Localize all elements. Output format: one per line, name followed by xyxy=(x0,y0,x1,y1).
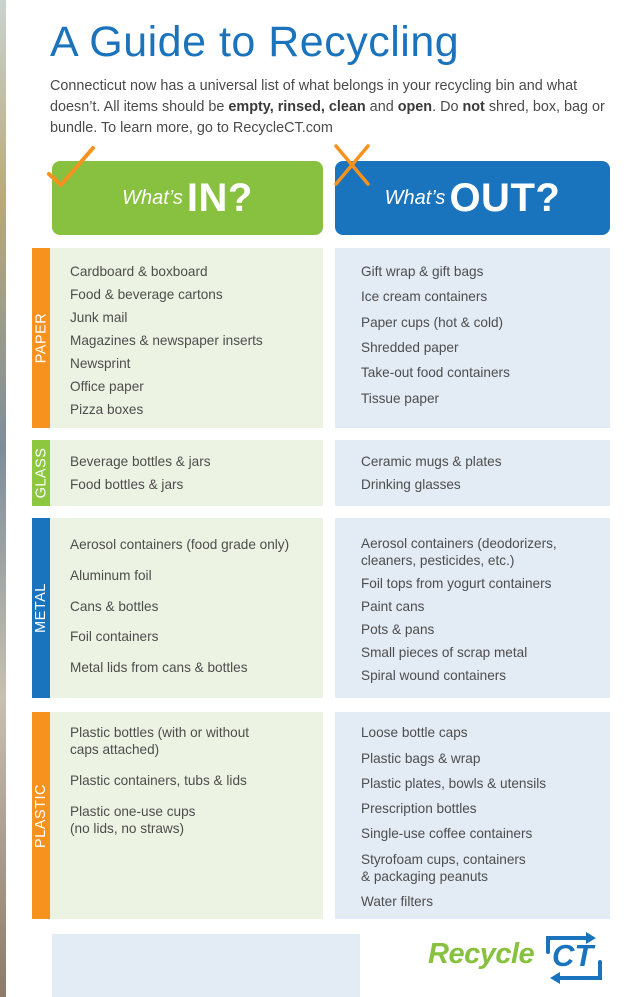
logo-wordmark: Recycle xyxy=(428,938,535,970)
paper-in-panel xyxy=(50,248,323,428)
list-item: Newsprint xyxy=(70,356,131,371)
glass-out-panel xyxy=(335,440,610,506)
list-item: Pizza boxes xyxy=(70,402,144,417)
recyclect-logo xyxy=(428,930,608,986)
list-item: caps attached) xyxy=(70,742,160,757)
intro-paragraph xyxy=(50,76,610,139)
intro-bold-3: not xyxy=(462,99,485,115)
page-title: A Guide to Recycling xyxy=(50,18,460,66)
list-item: Prescription bottles xyxy=(361,801,477,816)
list-item: Water filters xyxy=(361,894,434,909)
list-item: Drinking glasses xyxy=(361,477,461,492)
list-item: & packaging peanuts xyxy=(361,869,488,884)
list-item: Aerosol containers (deodorizers, xyxy=(361,536,557,551)
list-item: Paper cups (hot & cold) xyxy=(361,315,504,330)
list-item: Plastic containers, tubs & lids xyxy=(70,773,247,788)
list-item: (no lids, no straws) xyxy=(70,821,185,836)
whats-in-small-label: What’s xyxy=(122,186,183,209)
list-item: Aerosol containers (food grade only) xyxy=(70,537,290,552)
list-item: Pots & pans xyxy=(361,622,435,637)
list-item: Loose bottle caps xyxy=(361,725,468,740)
list-item: Single-use coffee containers xyxy=(361,826,533,841)
plastic-in-panel xyxy=(50,712,323,919)
list-item: Cardboard & boxboard xyxy=(70,264,208,279)
list-item: Office paper xyxy=(70,379,144,394)
list-item: Small pieces of scrap metal xyxy=(361,645,528,660)
list-item: Take-out food containers xyxy=(361,365,510,380)
whats-out-small-label: What’s xyxy=(384,186,446,209)
list-item: Magazines & newspaper inserts xyxy=(70,333,263,348)
paper-section-bar xyxy=(32,248,50,428)
glass-in-panel xyxy=(50,440,323,506)
list-item: Junk mail xyxy=(70,310,128,325)
intro-text-4: shred, box, bag or bundle. To learn more, go to RecycleCT.com xyxy=(50,99,605,136)
x-mark-icon xyxy=(332,142,372,188)
glass-section-bar xyxy=(32,440,50,506)
whats-out-big-label: OUT? xyxy=(449,175,561,220)
list-item: Foil tops from yogurt containers xyxy=(361,576,552,591)
list-item: Foil containers xyxy=(70,629,159,644)
whats-out-header xyxy=(335,161,610,235)
list-item: Spiral wound containers xyxy=(361,668,507,683)
paper-section-label: PAPER xyxy=(33,312,49,364)
glass-section-label: GLASS xyxy=(33,447,50,499)
metal-out-panel xyxy=(335,518,610,698)
paper-out-panel xyxy=(335,248,610,428)
whats-in-big-label: IN? xyxy=(186,175,253,220)
plastic-section-label: PLASTIC xyxy=(33,783,49,848)
list-item: Shredded paper xyxy=(361,340,459,355)
intro-text-2: and xyxy=(365,99,398,115)
list-item: Metal lids from cans & bottles xyxy=(70,660,248,675)
list-item: Plastic bags & wrap xyxy=(361,751,481,766)
list-item: Plastic one-use cups xyxy=(70,804,196,819)
list-item: Beverage bottles & jars xyxy=(70,454,211,469)
plastic-section-bar xyxy=(32,712,50,919)
list-item: Food bottles & jars xyxy=(70,477,184,492)
list-item: Plastic bottles (with or without xyxy=(70,725,250,740)
metal-in-panel xyxy=(50,518,323,698)
list-item: Cans & bottles xyxy=(70,599,159,614)
intro-text-3: . Do xyxy=(432,99,463,115)
checkmark-icon xyxy=(45,144,97,190)
logo-ct-mark: CT xyxy=(552,938,594,973)
list-item: Ice cream containers xyxy=(361,289,488,304)
list-item: Plastic plates, bowls & utensils xyxy=(361,776,547,791)
metal-section-label: METAL xyxy=(33,583,49,633)
list-item: Paint cans xyxy=(361,599,425,614)
intro-text-1: Connecticut now has a universal list of what belongs in your recycling bin and what doesn’t. All items should be xyxy=(50,78,578,115)
intro-bold-2: open xyxy=(397,99,433,115)
list-item: Gift wrap & gift bags xyxy=(361,264,484,279)
list-item: Ceramic mugs & plates xyxy=(361,454,502,469)
list-item: Tissue paper xyxy=(361,391,440,406)
plastic-out-panel xyxy=(335,712,610,919)
metal-section-bar xyxy=(32,518,50,698)
list-item: Food & beverage cartons xyxy=(70,287,223,302)
footer-panel xyxy=(52,934,360,997)
list-item: Styrofoam cups, containers xyxy=(361,852,526,867)
list-item: cleaners, pesticides, etc.) xyxy=(361,553,515,568)
left-edge-photo-strip xyxy=(0,0,6,997)
intro-bold-1: empty, rinsed, clean xyxy=(228,99,366,115)
list-item: Aluminum foil xyxy=(70,568,152,583)
